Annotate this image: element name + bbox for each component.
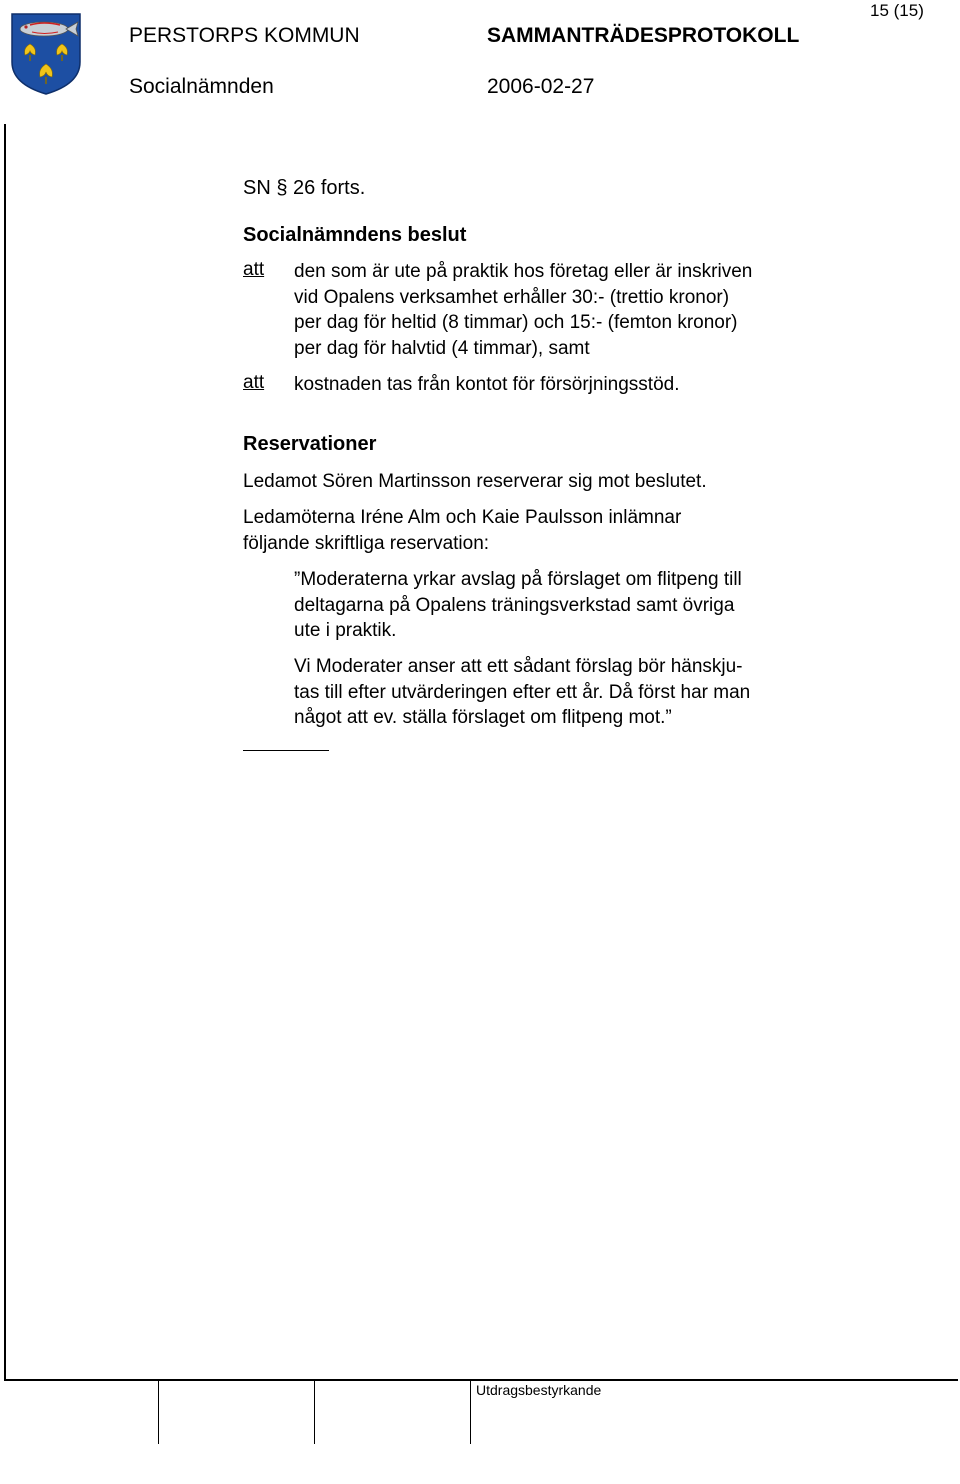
text-line: ute i praktik. (294, 620, 397, 641)
text-line: Vi Moderater anser att ett sådant förslag bör hänskju- (294, 656, 743, 677)
decision-item-text (294, 372, 680, 398)
document-type: SAMMANTRÄDESPROTOKOLL (487, 24, 800, 47)
reservation-quote-paragraph-2 (294, 654, 750, 731)
committee-name: Socialnämnden (129, 75, 274, 98)
text-line: följande skriftliga reservation: (243, 532, 490, 554)
left-margin-rule (4, 124, 6, 1380)
decision-heading: Socialnämndens beslut (243, 224, 467, 246)
reservation-alm-paulsson (243, 505, 681, 556)
footer-rule (4, 1379, 958, 1381)
page-number: 15 (15) (870, 1, 924, 20)
reservation-quote-paragraph-1 (294, 567, 742, 644)
text-line: kostnaden tas från kontot för försörjningsstöd. (294, 374, 680, 395)
text-line: Ledamöterna Iréne Alm och Kaie Paulsson inlämnar (243, 507, 682, 528)
decision-item-marker: att (243, 259, 265, 280)
meeting-date: 2006-02-27 (487, 75, 595, 98)
decision-item-marker: att (243, 372, 265, 393)
end-rule (243, 750, 329, 751)
text-line: per dag för heltid (8 timmar) och 15:- (femton kronor) (294, 312, 738, 333)
signature-box-divider (470, 1380, 471, 1444)
text-line: något att ev. ställa förslaget om flitpeng mot.” (294, 707, 672, 728)
signature-box-divider (314, 1380, 315, 1444)
text-line: per dag för halvtid (4 timmar), samt (294, 337, 590, 359)
text-line: ”Moderaterna yrkar avslag på förslaget om flitpeng till (294, 569, 742, 590)
reservations-heading: Reservationer (243, 433, 377, 455)
text-line: den som är ute på praktik hos företag eller är inskriven (294, 261, 753, 282)
text-line: vid Opalens verksamhet erhåller 30:- (trettio kronor) (294, 286, 730, 308)
text-line: tas till efter utvärderingen efter ett år. Då först har man (294, 681, 751, 703)
section-reference: SN § 26 forts. (243, 177, 366, 199)
municipality-name: PERSTORPS KOMMUN (129, 24, 360, 47)
signature-box-divider (158, 1380, 159, 1444)
coat-of-arms-icon (10, 12, 82, 96)
reservation-martinsson: Ledamot Sören Martinsson reserverar sig mot beslutet. (243, 471, 707, 492)
text-line: deltagarna på Opalens träningsverkstad samt övriga (294, 594, 735, 616)
extract-certification-label: Utdragsbestyrkande (476, 1382, 602, 1398)
decision-item-text (294, 259, 752, 361)
